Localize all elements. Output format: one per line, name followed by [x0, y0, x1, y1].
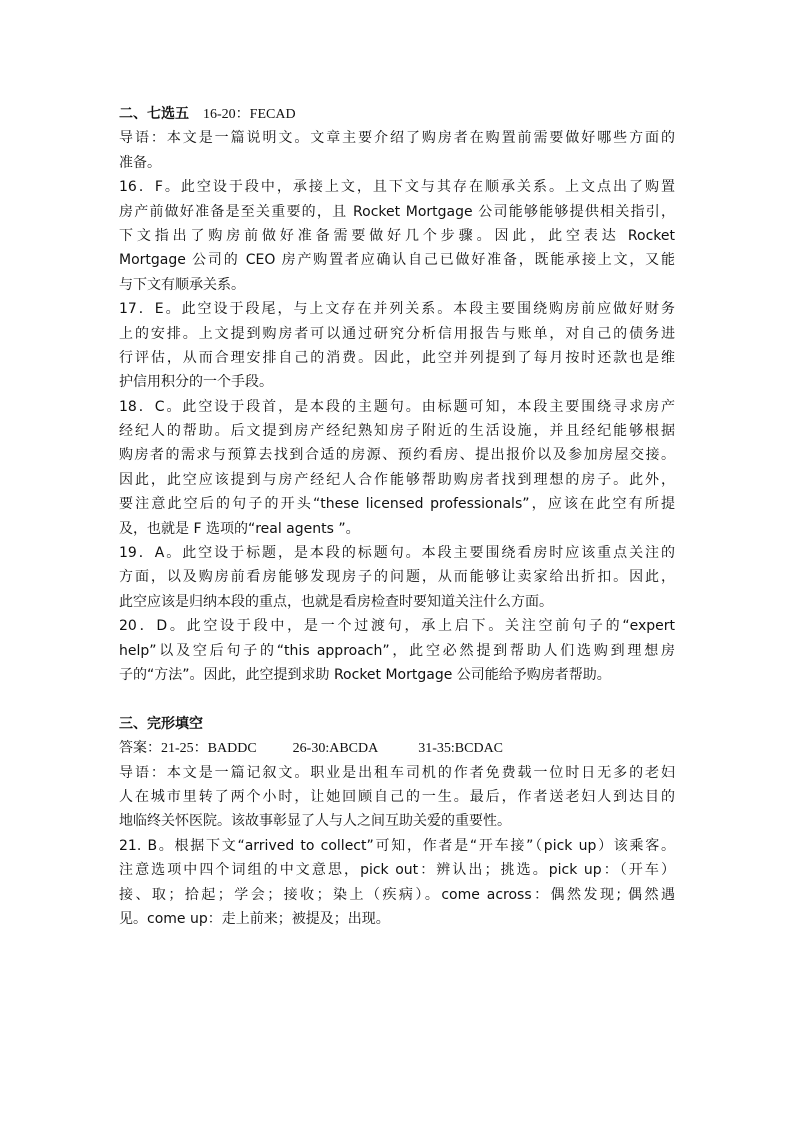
answers-31-35: 31-35:BCDAC [418, 741, 504, 757]
answer-20-explanation [119, 614, 675, 687]
paragraph-line: 19．A。此空设于标题，是本段的标题句。本段主要围绕看房时应该重点关注的 [119, 545, 675, 562]
section-2-intro-line: 导语：本文是一篇说明文。文章主要介绍了购房者在购置前需要做好哪些方面的 [119, 130, 675, 147]
answer-18-explanation [119, 395, 675, 541]
answers-21-25: 21-25：BADDC [161, 741, 257, 757]
paragraph-line: 下文指出了购房前做好准备需要做好几个步骤。因此，此空表达 Rocket [119, 227, 675, 244]
paragraph-line: 17．E。此空设于段尾，与上文存在并列关系。本段主要围绕购房前应做好财务 [119, 301, 675, 318]
answer-21-explanation [119, 834, 675, 932]
section-2-heading: 二、七选五 [119, 106, 189, 122]
paragraph-line: 21. B。根据下文“arrived to collect”可知，作者是“开车接”（pick up）该乘客。 [119, 837, 675, 854]
section-3-intro [119, 761, 675, 834]
paragraph-line: 及，也就是 F 选项的“real agents ”。 [119, 520, 360, 537]
paragraph-line: 见。come up：走上前来；被提及；出现。 [119, 910, 390, 927]
paragraph-line: 要注意此空后的句子的开头“these licensed professionals”，应该在此空有所提 [119, 496, 675, 513]
paragraph-line: help”以及空后句子的“this approach”，此空必然提到帮助人们选购到理想房 [119, 642, 675, 659]
answer-16-explanation [119, 175, 675, 297]
paragraph-line: 购房者的需求与预算去找到合适的房源、预约看房、提出报价以及参加房屋交接。 [119, 447, 675, 464]
section-3-heading-line [119, 712, 675, 736]
paragraph-line: 与下文有顺承关系。 [119, 276, 245, 293]
paragraph-line: 经纪人的帮助。后文提到房产经纪熟知房子附近的生活设施，并且经纪能够根据 [119, 423, 675, 440]
paragraph-line: 人在城市里转了两个小时，让她回顾自己的一生。最后，作者送老妇人到达目的 [119, 788, 675, 805]
paragraph-line: 18．C。此空设于段首，是本段的主题句。由标题可知，本段主要围绕寻求房产 [119, 398, 675, 415]
section-spacer [119, 687, 675, 711]
paragraph-line: 地临终关怀医院。该故事彰显了人与人之间互助关爱的重要性。 [119, 813, 511, 830]
paragraph-line: 方面，以及购房前看房能够发现房子的问题，从而能够让卖家给出折扣。因此， [119, 569, 675, 586]
section-3-answers-line [119, 736, 675, 760]
paragraph-line: 护信用积分的一个手段。 [119, 374, 273, 391]
paragraph-line: 导语：本文是一篇记叙文。职业是出租车司机的作者免费载一位时日无多的老妇 [119, 764, 675, 781]
section-2-answers: 16-20：FECAD [203, 107, 296, 122]
paragraph-line: 20．D。此空设于段中，是一个过渡句，承上启下。关注空前句子的“expert [119, 618, 675, 635]
paragraph-line: 上的安排。上文提到购房者可以通过研究分析信用报告与账单，对自己的债务进 [119, 325, 675, 342]
paragraph-line: 行评估，从而合理安排自己的消费。因此，此空并列提到了每月按时还款也是维 [119, 349, 675, 366]
answer-19-explanation [119, 541, 675, 614]
section-2-intro-line: 准备。 [119, 154, 161, 171]
paragraph-line: 此空应该是归纳本段的重点，也就是看房检查时要知道关注什么方面。 [119, 593, 553, 610]
document-page [119, 102, 675, 931]
answer-17-explanation [119, 297, 675, 395]
paragraph-line: 房产前做好准备是至关重要的，且 Rocket Mortgage 公司能够能够提供相关指引， [119, 203, 675, 220]
paragraph-line: 因此，此空应该提到与房产经纪人合作能够帮助购房者找到理想的房子。此外， [119, 471, 675, 488]
answers-26-30: 26-30:ABCDA [292, 741, 379, 757]
section-2-heading-line [119, 102, 675, 126]
paragraph-line: Mortgage 公司的 CEO 房产购置者应确认自己已做好准备，既能承接上文，又能 [119, 252, 675, 269]
paragraph-line: 16．F。此空设于段中，承接上文，且下文与其存在顺承关系。上文点出了购置 [119, 179, 675, 196]
paragraph-line: 注意选项中四个词组的中文意思，pick out：辨认出；挑选。pick up：（开车） [119, 862, 675, 879]
answers-label: 答案： [119, 740, 161, 757]
paragraph-line: 接、取；拾起；学会；接收；染上（疾病）。come across：偶然发现; 偶然遇 [119, 886, 675, 903]
paragraph-line: 子的“方法”。因此，此空提到求助 Rocket Mortgage 公司能给予购房者帮助。 [119, 666, 611, 683]
section-3-heading: 三、完形填空 [119, 715, 203, 732]
